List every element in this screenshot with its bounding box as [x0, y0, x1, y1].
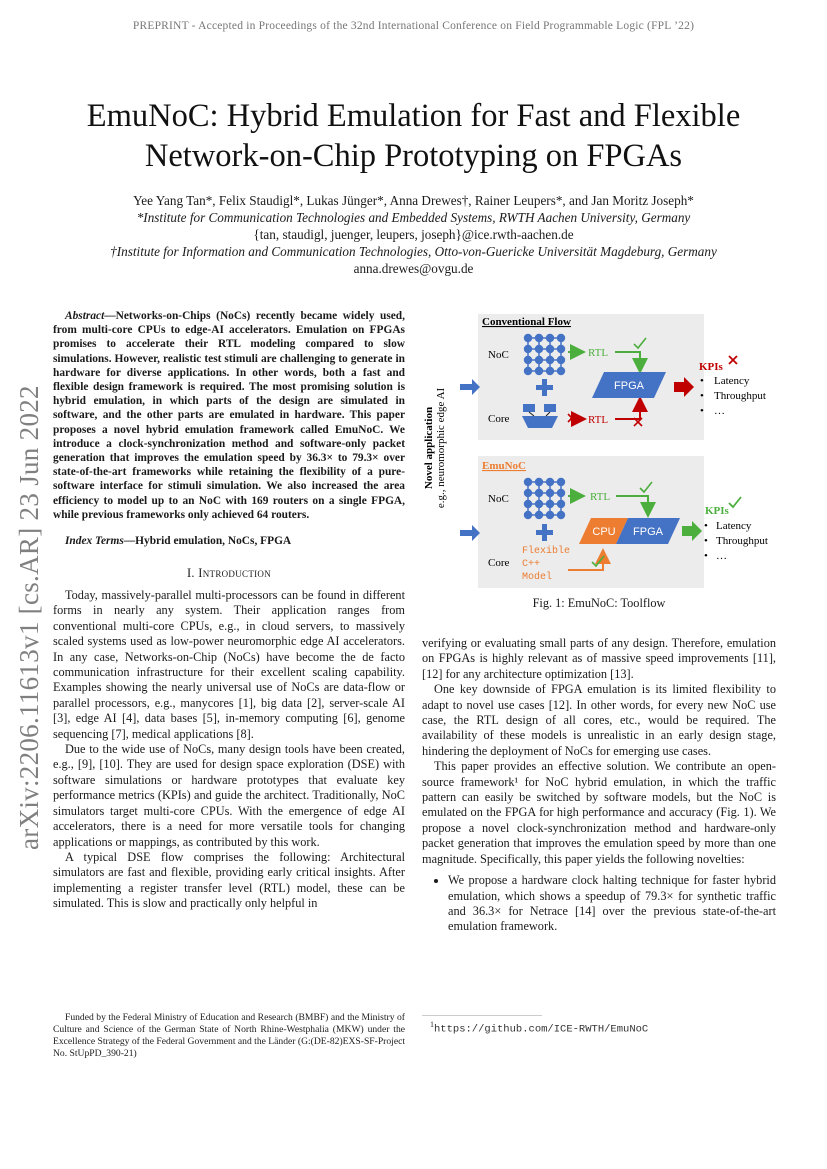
author-names: Yee Yang Tan*, Felix Staudigl*, Lukas Jünger*, Anna Drewes†, Rainer Leupers*, and Jan Moritz Joseph* [133, 193, 694, 208]
side-label: e.g., neuromorphic edge AI [435, 387, 447, 509]
affiliation-1: *Institute for Communication Technologies and Embedded Systems, RWTH Aachen University, Germany [136, 210, 691, 225]
footnote [430, 1020, 648, 1036]
router-node [557, 334, 565, 342]
right-column-body [422, 636, 776, 935]
footnote-mark: 1 [430, 1020, 434, 1029]
router-node [524, 500, 532, 508]
abstract [53, 309, 405, 522]
footnote-url[interactable]: https://github.com/ICE-RWTH/EmuNoC [434, 1023, 649, 1036]
core-label-bottom: Core [488, 557, 510, 569]
bullet-icon: • [704, 535, 708, 547]
author-block [40, 192, 787, 277]
paragraph: One key downside of FPGA emulation is its limited flexibility to adapt to novel use cases [12]. In other words, for every new NoC use case, the RTL design of all cores, etc., would be required. The availability of these models is unrealistic in an early design stage, hindering the deployment of NoCs for emerging use cases. [422, 682, 776, 758]
index-terms-text: —Hybrid emulation, NoCs, FPGA [123, 535, 292, 547]
preprint-header: PREPRINT - Accepted in Proceedings of the 32nd International Conference on Field Programmable Logic (FPL ’22) [132, 20, 695, 32]
rtl-label-bottom: RTL [590, 491, 611, 503]
model-line: Flexible [522, 546, 571, 557]
input-arrow-bottom [460, 525, 480, 541]
novel-application-label [423, 387, 447, 508]
kpis-label-top: KPIs [699, 361, 723, 373]
bullet-icon: • [700, 375, 704, 387]
router-node [557, 500, 565, 508]
noc-label-bottom: NoC [488, 493, 509, 505]
bullet-icon: • [700, 405, 704, 417]
router-node [546, 356, 554, 364]
router-node [535, 511, 543, 519]
router-node [557, 478, 565, 486]
paragraph: A typical DSE flow comprises the following: Architectural simulators are fast and flexible, providing early critical insights. After implementing a register transfer level (RTL) model, these can be simulated. This is slow and practically only helpful in [53, 849, 405, 911]
novelty-list [422, 873, 776, 935]
kpi-list-bottom [704, 520, 768, 562]
paragraph: This paper provides an effective solution. We contribute an open-source framework¹ for NoC hybrid emulation, in which the traffic pattern can easily be switched by software models, but the NoC is emulated on the FPGA for high performance and accuracy (Fig. 1). We propose a novel clock-synchronization method and hardware-only packet generation that improves the emulation speed by more than one magnitude. Specifically, this paper yields the following novelties: [422, 759, 776, 866]
kpi-item: Throughput [714, 390, 766, 402]
router-node [524, 489, 532, 497]
kpi-list-top [700, 375, 766, 417]
router-node [524, 356, 532, 364]
router-node [535, 334, 543, 342]
email-2: anna.drewes@ovgu.de [353, 261, 474, 276]
router-node [524, 334, 532, 342]
affiliation-2: †Institute for Information and Communication Technologies, Otto-von-Guericke Universität Magdeburg, Germany [110, 244, 717, 259]
router-node [524, 478, 532, 486]
email-1: {tan, staudigl, juenger, leupers, joseph}@ice.rwth-aachen.de [253, 227, 574, 242]
check-icon [729, 497, 741, 507]
model-line: Model [522, 572, 553, 583]
kpis-label-bottom: KPIs [705, 505, 729, 517]
side-label-bold: Novel application [423, 406, 435, 490]
rtl-label-2: RTL [588, 414, 609, 426]
section-heading-introduction: I. Introduction [186, 566, 272, 580]
router-node [535, 345, 543, 353]
kpi-item: Latency [714, 375, 750, 387]
fpga-label-top: FPGA [614, 380, 644, 392]
router-node [557, 367, 565, 375]
router-node [524, 367, 532, 375]
model-line: C++ [522, 559, 541, 570]
abstract-label: Abstract [65, 310, 105, 322]
router-node [546, 489, 554, 497]
funding-note: Funded by the Federal Ministry of Education and Research (BMBF) and the Ministry of Culture and Science of the German State of North Rhine-Westphalia (MKW) under the Excellence Strategy of the Federal Government and the Länder (G:(DE-82)EXS-SF-Project No. StUpPD_390-21) [53, 1012, 405, 1059]
cpu-label: CPU [592, 526, 616, 538]
core-label-top: Core [488, 413, 510, 425]
abstract-text: —Networks-on-Chips (NoCs) recently became widely used, from multi-core CPUs to edge-AI accelerators. Emulation on FPGAs promises to accelerate their RTL modeling compared to slow simulations. However, realistic test stimuli are challenging to generate in hardware for diverse applications. In other words, both a fast and flexible design framework is required. The most promising solution is hybrid emulation, in which parts of the design are simulated in software, and the other parts are emulated in hardware. This paper proposes a novel hybrid emulation framework called EmuNoC. We introduce a clock-synchronization method and software-only packet generation that improves the emulation speed by 36.3× to 79.3× over state-of-the-art frameworks while retaining the flexibility of a pure-software interface for stimuli simulation. We also increased the area efficiency to model up to an NoC with 169 routers on a single FPGA, while previous frameworks only achieved 64 routers. [53, 310, 405, 521]
kpi-item: Throughput [716, 535, 768, 547]
paragraph: Due to the wide use of NoCs, many design tools have been created, e.g., [9], [10]. They are used for design space exploration (DSE) with software simulations or hardware prototypes that evaluate key performance metrics (KPIs) and guide the architect. Traditionally, NoC simulators target multi-core CPUs. With the emergence of edge AI accelerators, there is a need for more versatile tools for changing applications or mappings, as contributed by this work. [53, 742, 405, 849]
cross-icon [729, 356, 737, 364]
title-line-1: EmuNoC: Hybrid Emulation for Fast and Flexible [86, 98, 741, 134]
index-terms-label: Index Terms [65, 535, 124, 547]
paragraph: verifying or evaluating small parts of any design. Therefore, emulation on FPGAs is highly relevant as of massive speed improvements [11], [12] for any architecture optimization [13]. [422, 636, 776, 681]
left-column-body [53, 588, 405, 912]
kpi-item: Latency [716, 520, 752, 532]
router-node [557, 345, 565, 353]
router-node [535, 489, 543, 497]
bullet-icon: • [704, 550, 708, 562]
emunoc-title: EmuNoC [482, 460, 527, 472]
router-node [546, 367, 554, 375]
input-arrow-top [460, 379, 480, 395]
kpi-item: … [714, 405, 725, 417]
noc-label-top: NoC [488, 349, 509, 361]
index-terms [53, 534, 405, 549]
fpga-label-bottom: FPGA [633, 526, 663, 538]
router-node [546, 511, 554, 519]
router-node [557, 511, 565, 519]
router-node [557, 356, 565, 364]
router-node [546, 500, 554, 508]
router-node [546, 478, 554, 486]
rtl-label-1: RTL [588, 347, 609, 359]
arxiv-stamp: arXiv:2206.11613v1 [cs.AR] 23 Jun 2022 [14, 385, 44, 850]
router-node [546, 345, 554, 353]
bullet-icon: • [700, 390, 704, 402]
router-node [535, 356, 543, 364]
router-node [535, 500, 543, 508]
paper-title [40, 96, 787, 176]
router-node [535, 367, 543, 375]
router-node [524, 345, 532, 353]
router-node [524, 511, 532, 519]
paragraph: Today, massively-parallel multi-processors can be found in different forms in nearly any system. Their application ranges from conventional multi-core CPUs, e.g., in cloud servers, to massively scaled systems used as low-power neuromorphic edge AI accelerators. In any case, Networks-on-Chip (NoCs) have become the de facto communication infrastructure for their excellent scaling capability. Examples showing the nearly universal use of NoCs are data-flow or parallel processors, e.g., manycores [1], big data [2], server-scale AI [3], edge AI [4], data bases [5], in-memory computing [6], genome sequencing [7], medical applications [8]. [53, 588, 405, 741]
conventional-title: Conventional Flow [482, 316, 571, 328]
figure-caption: Fig. 1: EmuNoC: Toolflow [532, 596, 666, 610]
router-node [546, 334, 554, 342]
footnote-divider [422, 1015, 542, 1016]
title-line-2: Network-on-Chip Prototyping on FPGAs [144, 138, 683, 174]
router-node [557, 489, 565, 497]
bullet-icon: • [704, 520, 708, 532]
list-item: • We propose a hardware clock halting technique for faster hybrid emulation, which shows a speedup of 79.3× for synthetic traffic and 36.3× for Netrace [14] over the previous state-of-the-art emulation framework. [448, 873, 776, 935]
kpi-item: … [716, 550, 727, 562]
toolflow-figure [418, 308, 798, 596]
router-node [535, 478, 543, 486]
